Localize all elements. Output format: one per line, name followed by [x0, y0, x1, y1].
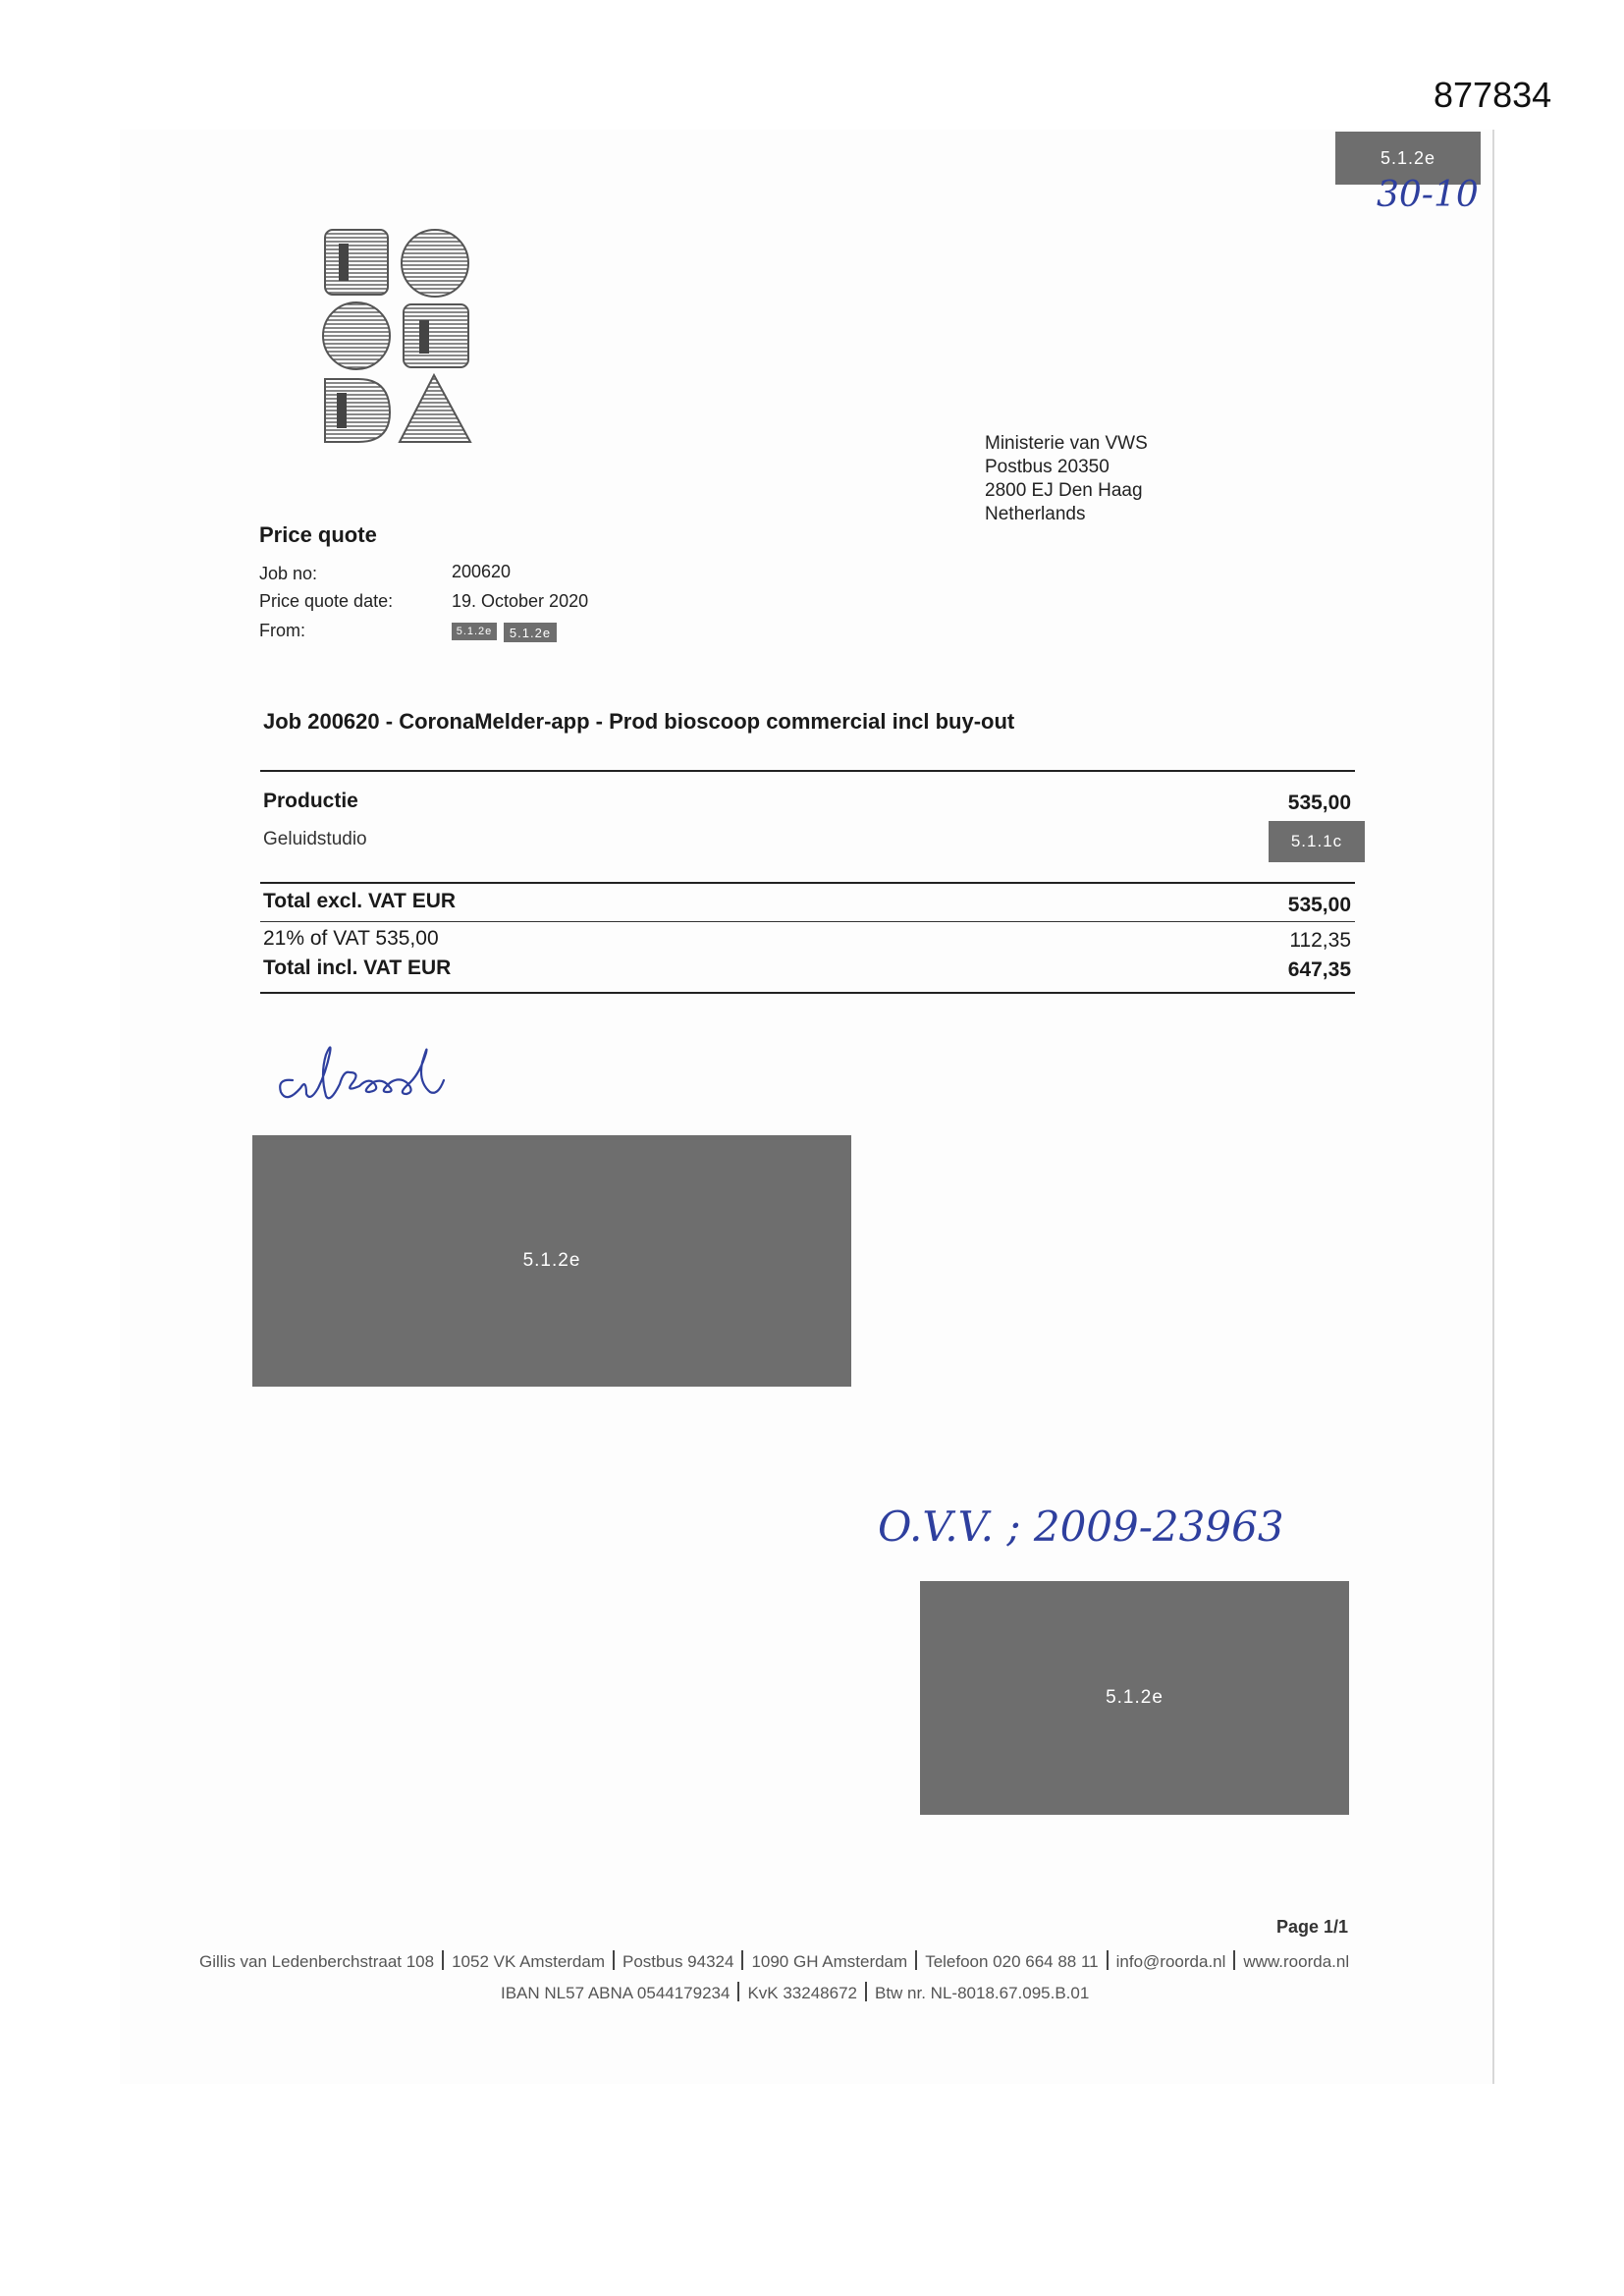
recipient-line: 2800 EJ Den Haag — [985, 480, 1143, 501]
divider — [260, 921, 1355, 922]
divider — [260, 992, 1355, 994]
scan-edge — [1492, 130, 1494, 2084]
footer-phone: Telefoon 020 664 88 11 — [925, 1952, 1099, 1971]
line-item-redaction: 5.1.1c — [1269, 821, 1365, 862]
total-incl-label: Total incl. VAT EUR — [263, 957, 452, 979]
footer-postcode: 1052 VK Amsterdam — [452, 1952, 606, 1971]
footer-iban: IBAN NL57 ABNA 0544179234 — [501, 1984, 731, 2002]
handwritten-date: 30-10 — [1377, 175, 1479, 215]
page-number: Page 1/1 — [1276, 1917, 1349, 1937]
document-number: 877834 — [1434, 75, 1552, 115]
top-redaction: 5.1.2e — [1335, 132, 1481, 185]
recipient-address — [985, 432, 1148, 526]
signature-redaction: 5.1.2e — [252, 1135, 851, 1387]
approval-redaction: 5.1.2e — [920, 1581, 1349, 1815]
signature-mark — [271, 1023, 467, 1112]
roorda-logo-icon — [319, 224, 476, 448]
divider — [260, 770, 1355, 772]
recipient-line: Netherlands — [985, 504, 1086, 524]
from-redaction: 5.1.2e — [452, 623, 497, 640]
footer-address: Gillis van Ledenberchstraat 108 — [199, 1952, 435, 1971]
total-excl-label: Total excl. VAT EUR — [263, 890, 457, 912]
handwritten-reference: O.V.V. ; 2009-23963 — [878, 1503, 1284, 1551]
divider — [260, 882, 1355, 884]
footer-postbus-postcode: 1090 GH Amsterdam — [751, 1952, 908, 1971]
from-label: From: — [259, 621, 305, 640]
footer-line-2 — [501, 1982, 1089, 2003]
footer-kvk: KvK 33248672 — [747, 1984, 857, 2002]
recipient-line: Postbus 20350 — [985, 457, 1110, 477]
vat-label: 21% of VAT 535,00 — [263, 927, 439, 950]
total-incl-amount: 647,35 — [1287, 958, 1351, 981]
vat-amount: 112,35 — [1289, 929, 1351, 952]
footer-line-1 — [199, 1950, 1349, 1972]
section-label: Productie — [263, 790, 358, 812]
line-item-label: Geluidstudio — [263, 829, 367, 849]
footer-email: info@roorda.nl — [1115, 1952, 1226, 1971]
footer-postbus: Postbus 94324 — [623, 1952, 734, 1971]
footer-website: www.roorda.nl — [1243, 1952, 1350, 1971]
recipient-line: Ministerie van VWS — [985, 433, 1148, 454]
job-no-label: Job no: — [259, 564, 318, 583]
quote-heading: Price quote — [259, 522, 377, 547]
job-no-value: 200620 — [452, 562, 512, 581]
quote-date-label: Price quote date: — [259, 591, 394, 611]
footer-vat-number: Btw nr. NL-8018.67.095.B.01 — [875, 1984, 1090, 2002]
job-title: Job 200620 - CoronaMelder-app - Prod bioscoop commercial incl buy-out — [263, 709, 1015, 734]
total-excl-amount: 535,00 — [1287, 894, 1351, 916]
section-amount: 535,00 — [1287, 792, 1351, 814]
signature — [271, 1023, 467, 1112]
from-redaction: 5.1.2e — [504, 623, 557, 642]
quote-date-value: 19. October 2020 — [452, 591, 589, 611]
company-logo — [319, 224, 476, 448]
